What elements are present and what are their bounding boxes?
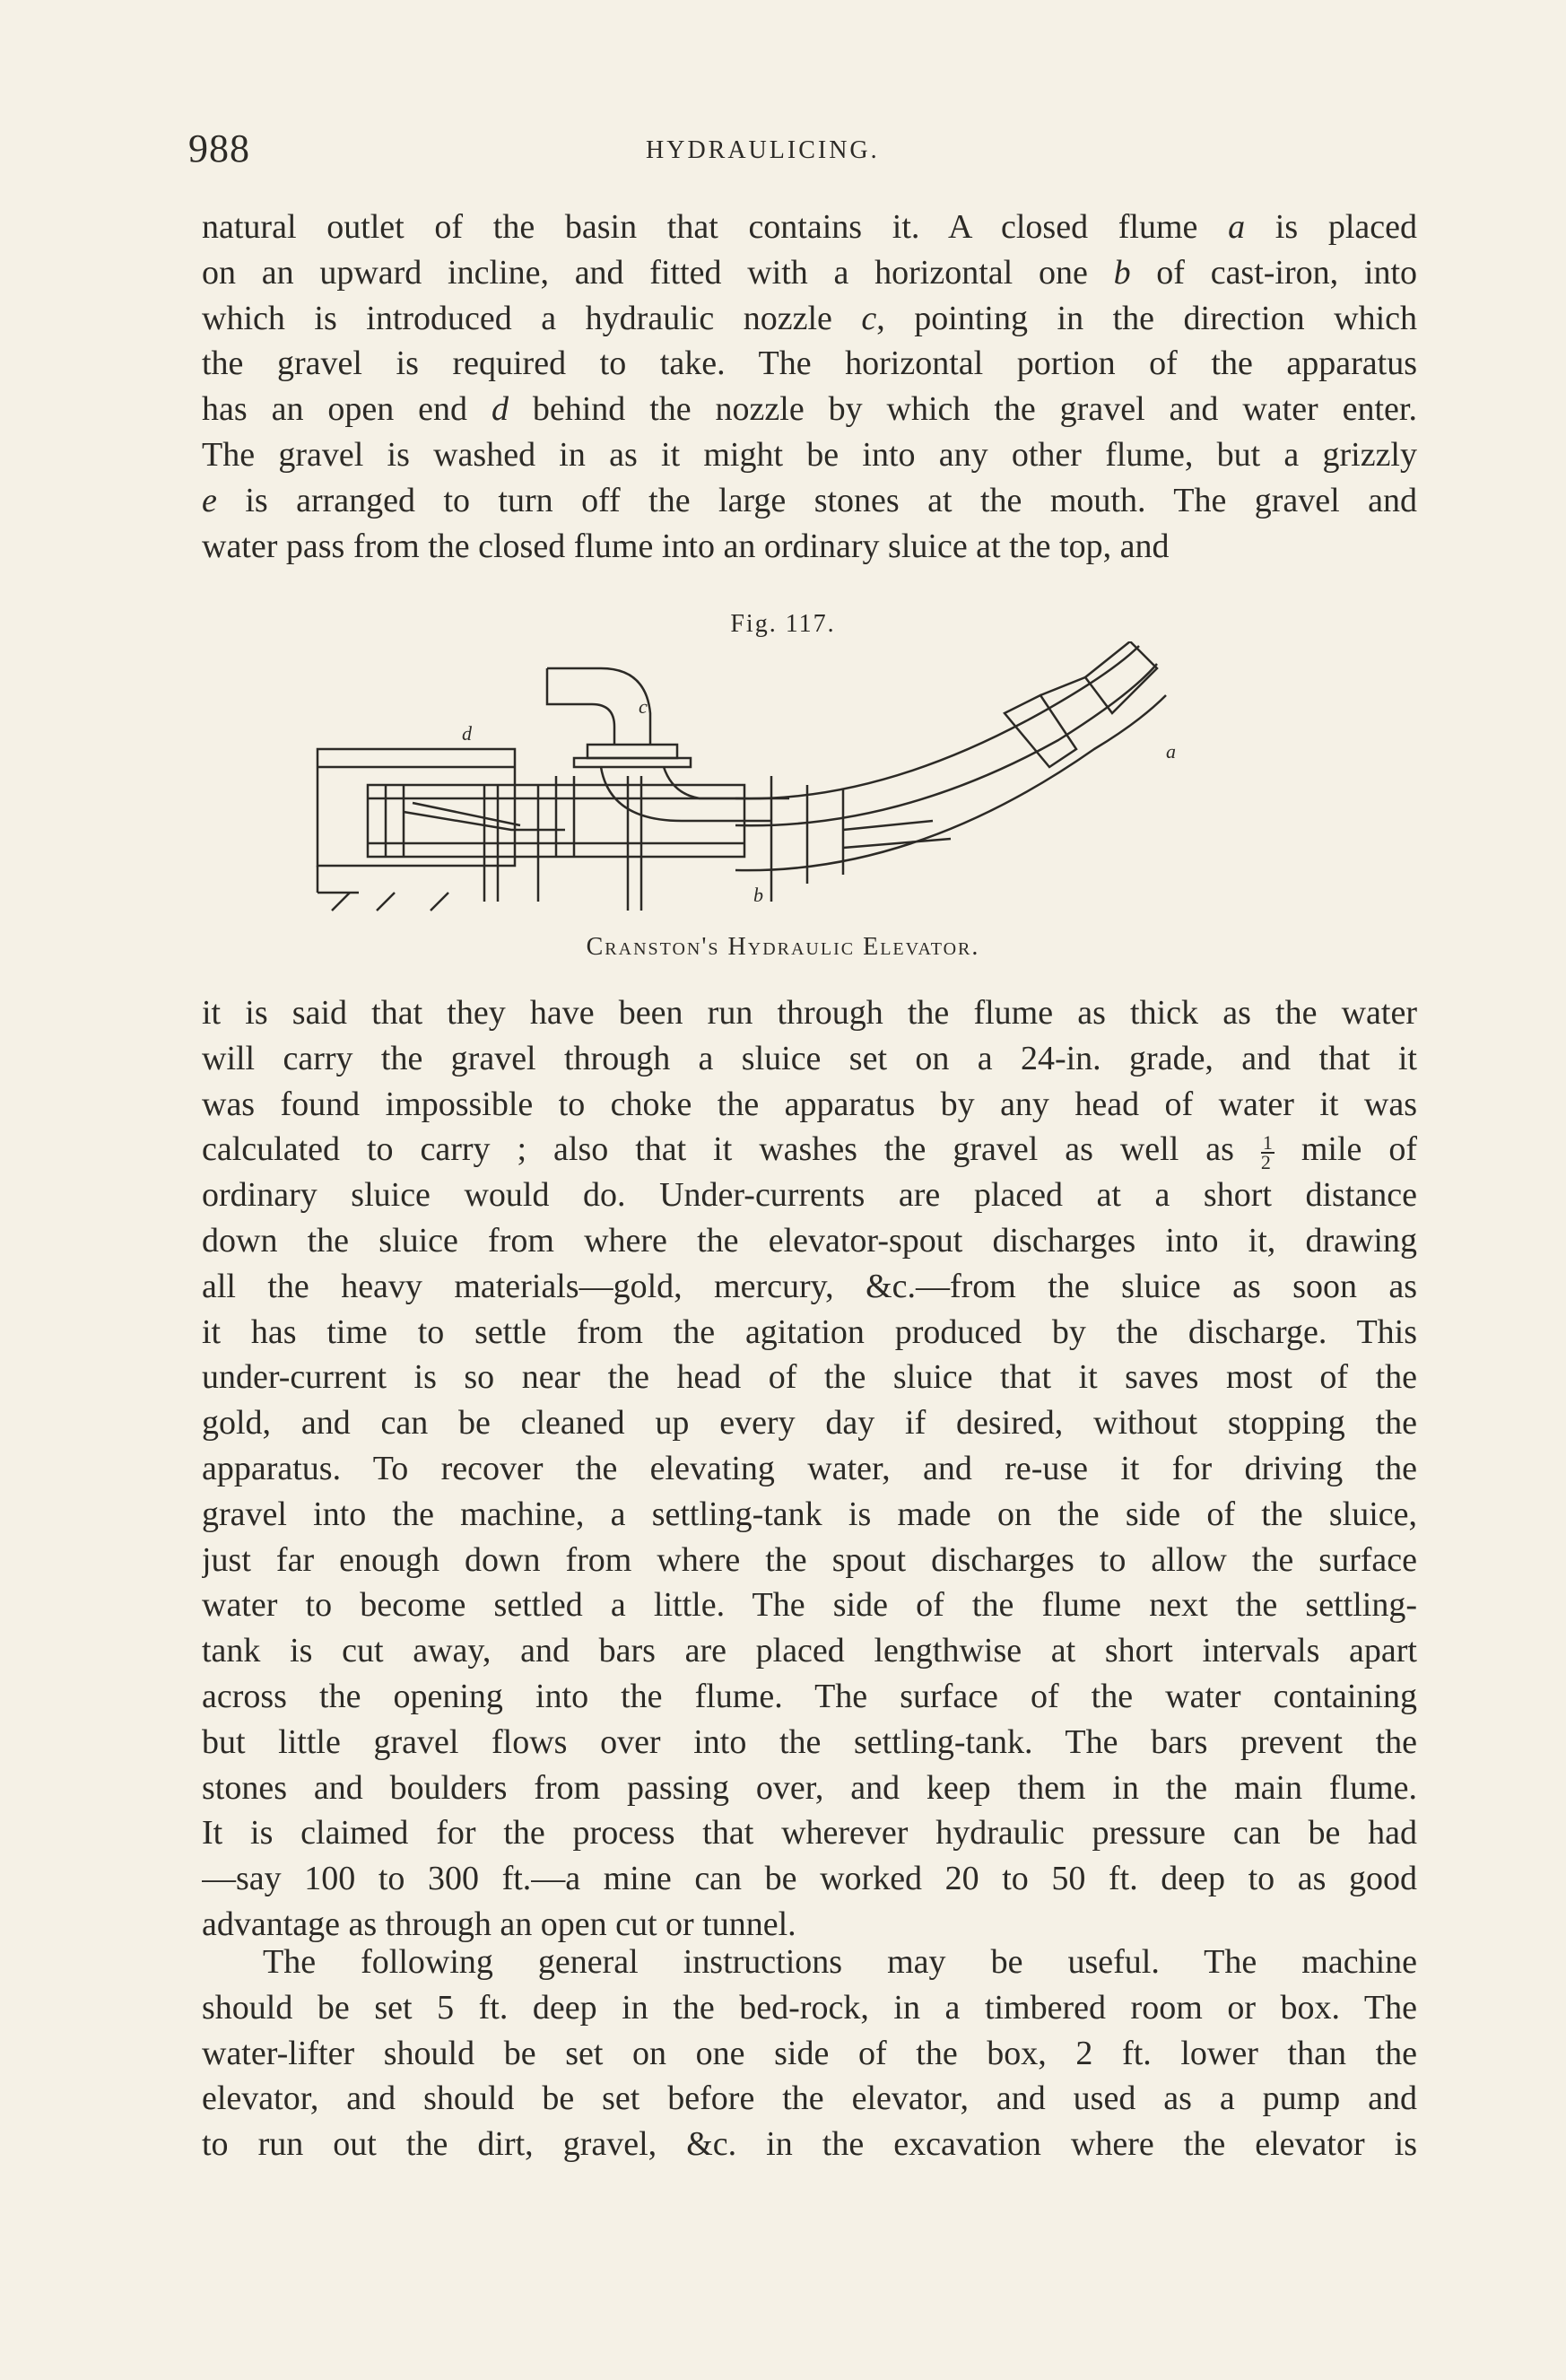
- paragraph-1: [202, 205, 1417, 569]
- text-line: to run out the dirt, gravel, &c. in the excavation where the elevator is: [202, 2125, 1417, 2164]
- text-line: all the heavy materials—gold, mercury, &c.—from the sluice as soon as: [202, 1267, 1417, 1305]
- paragraph-3: [202, 1940, 1417, 2167]
- text-line: apparatus. To recover the elevating water, and re-use it for driving the: [202, 1449, 1417, 1487]
- text-line: The gravel is washed in as it might be into any other flume, but a grizzly: [202, 435, 1417, 474]
- text-line: under-current is so near the head of the sluice that it saves most of the: [202, 1358, 1417, 1397]
- text-line: water to become settled a little. The side of the flume next the settling-: [202, 1586, 1417, 1625]
- text-line: it is said that they have been run through the flume as thick as the water: [202, 994, 1417, 1032]
- fraction-half: $\frac{1}{2}$: [1260, 1130, 1273, 1173]
- text-line: gravel into the machine, a settling-tank is made on the side of the sluice,: [202, 1495, 1417, 1533]
- text-line: should be set 5 ft. deep in the bed-rock, in a timbered room or box. The: [202, 1988, 1417, 2027]
- text-line: ordinary sluice would do. Under-currents are placed at a short distance: [202, 1176, 1417, 1215]
- text-line: advantage as through an open cut or tunnel.: [202, 1905, 796, 1943]
- text-line: but little gravel flows over into the settling-tank. The bars prevent the: [202, 1722, 1417, 1761]
- running-head: HYDRAULICING.: [646, 136, 880, 164]
- text-line: stones and boulders from passing over, and keep them in the main flume.: [202, 1768, 1417, 1807]
- text-line: —say 100 to 300 ft.—a mine can be worked 20 to 50 ft. deep to as good: [202, 1860, 1417, 1898]
- paragraph-2: [202, 990, 1417, 1948]
- text-line: has an open end d behind the nozzle by which the gravel and water enter.: [202, 390, 1417, 429]
- text-line: gold, and can be cleaned up every day if desired, without stopping the: [202, 1404, 1417, 1443]
- hydraulic-elevator-figure: [305, 641, 1336, 928]
- text-line: elevator, and should be set before the elevator, and used as a pump and: [202, 2079, 1417, 2118]
- inclined-flume: [735, 641, 1166, 902]
- text-line: the gravel is required to take. The horizontal portion of the apparatus: [202, 344, 1417, 383]
- figure-letter-d: d: [462, 722, 472, 745]
- figure-letter-c: c: [639, 695, 648, 718]
- text-line: tank is cut away, and bars are placed lengthwise at short intervals apart: [202, 1632, 1417, 1670]
- text-line: on an upward incline, and fitted with a horizontal one b of cast-iron, into: [202, 253, 1417, 292]
- text-line: which is introduced a hydraulic nozzle c, pointing in the direction which: [202, 299, 1417, 337]
- text-line: The following general instructions may be useful. The machine: [263, 1943, 1417, 1981]
- page-number: 988: [188, 126, 250, 170]
- text-line: It is claimed for the process that wherever hydraulic pressure can be had: [202, 1814, 1417, 1853]
- text-line: e is arranged to turn off the large stones at the mouth. The gravel and: [202, 481, 1417, 519]
- text-line: water pass from the closed flume into an ordinary sluice at the top, and: [202, 527, 1170, 565]
- figure-letter-b: b: [753, 884, 763, 906]
- text-line: water-lifter should be set on one side of the box, 2 ft. lower than the: [202, 2034, 1417, 2072]
- figure-label: Fig. 117.: [730, 610, 836, 638]
- text-line: it has time to settle from the agitation produced by the discharge. This: [202, 1312, 1417, 1351]
- text-line: will carry the gravel through a sluice set on a 24-in. grade, and that it: [202, 1039, 1417, 1077]
- text-line: just far enough down from where the spout discharges to allow the surface: [202, 1540, 1417, 1579]
- text-line: natural outlet of the basin that contains it. A closed flume a is placed: [202, 208, 1417, 246]
- figure-caption: Cranston's Hydraulic Elevator.: [586, 933, 980, 961]
- text-line: calculated to carry ; also that it washes the gravel as well as $\frac{1}{2}$ mile of: [202, 1130, 1417, 1173]
- text-line: was found impossible to choke the apparatus by any head of water it was: [202, 1085, 1417, 1123]
- text-line: down the sluice from where the elevator-spout discharges into it, drawing: [202, 1221, 1417, 1260]
- figure-letter-a: a: [1166, 740, 1176, 763]
- text-line: across the opening into the flume. The surface of the water containing: [202, 1677, 1417, 1715]
